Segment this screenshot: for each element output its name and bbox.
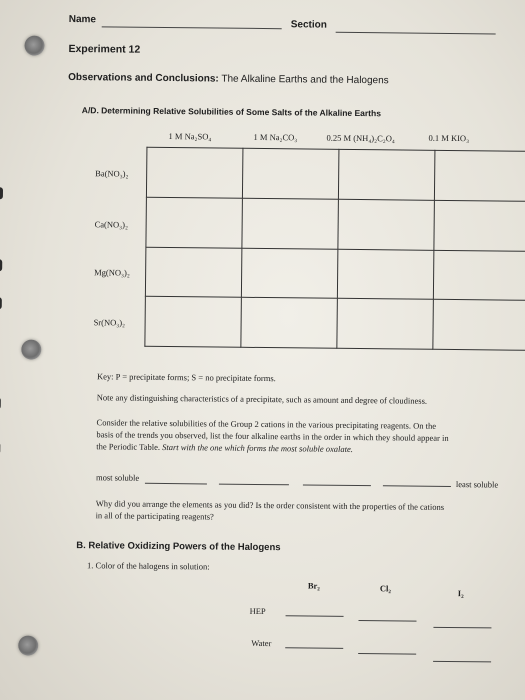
row-label: Mg(NO₃)₂: [94, 267, 130, 278]
hep-i2-blank[interactable]: [433, 627, 491, 629]
table-row: [145, 247, 525, 301]
table-row: [146, 147, 525, 201]
water-i2-blank[interactable]: [433, 661, 491, 663]
section-field-line[interactable]: [336, 32, 496, 35]
name-field-line[interactable]: [102, 26, 282, 29]
order-blank-2[interactable]: [219, 484, 289, 486]
section-label: Section: [290, 19, 327, 31]
halogen-header: I₂: [457, 588, 464, 599]
halogen-header: Cl₂: [379, 583, 391, 594]
hep-br2-blank[interactable]: [286, 615, 344, 617]
least-soluble-label: least soluble: [455, 479, 499, 490]
consider-italic-text: Start with the one which forms the most soluble oxalate.: [162, 441, 353, 454]
part-b-heading: B. Relative Oxidizing Powers of the Halogens: [76, 540, 281, 554]
edge-mark: [0, 397, 1, 409]
table-cell[interactable]: [146, 197, 243, 248]
hep-cl2-blank[interactable]: [359, 620, 417, 622]
table-cell[interactable]: [146, 147, 243, 198]
table-row: [146, 197, 525, 251]
row-label: Ca(NO₃)₂: [94, 219, 129, 230]
punch-hole-middle: [21, 339, 41, 359]
consider-paragraph: [96, 416, 516, 456]
why-line: in all of the participating reagents?: [95, 510, 214, 522]
table-cell[interactable]: [434, 200, 525, 251]
most-soluble-label: most soluble: [95, 472, 140, 483]
order-blank-4[interactable]: [383, 485, 451, 487]
consider-line: Consider the relative solubilities of the Group 2 cations in the various precipitating reagents. On the: [96, 417, 437, 431]
table-cell[interactable]: [241, 298, 338, 349]
table-cell[interactable]: [241, 248, 338, 299]
table-cell[interactable]: [337, 299, 434, 350]
part-a-heading: A/D. Determining Relative Solubilities of Some Salts of the Alkaline Earths: [81, 105, 382, 119]
why-paragraph: [96, 497, 516, 525]
key-text: Key: P = precipitate forms; S = no precipitate forms.: [96, 371, 276, 384]
edge-mark: [0, 297, 2, 309]
consider-line: basis of the trends you observed, list the four alkaline earths in the order in which they should appear in: [96, 429, 449, 443]
table-row: [145, 297, 525, 351]
table-cell[interactable]: [145, 247, 242, 298]
column-header: 1 M Na₂SO₄: [168, 131, 212, 142]
column-header: 0.1 M KIO₃: [428, 132, 470, 144]
edge-mark: [0, 187, 3, 199]
column-header: 1 M Na₂CO₃: [253, 131, 298, 143]
column-header: 0.25 M (NH₄)₂C₂O₄: [326, 132, 395, 144]
table-cell[interactable]: [338, 149, 435, 200]
table-cell[interactable]: [338, 199, 435, 250]
table-cell[interactable]: [434, 150, 525, 201]
table-cell[interactable]: [242, 198, 339, 249]
why-line: Why did you arrange the elements as you did? Is the order consistent with the properties of the cations: [95, 498, 445, 512]
row-label: Sr(NO₃)₂: [93, 317, 126, 328]
order-blank-1[interactable]: [145, 483, 207, 485]
order-blank-3[interactable]: [303, 484, 371, 486]
water-cl2-blank[interactable]: [358, 653, 416, 655]
experiment-number: Experiment 12: [68, 42, 141, 56]
water-br2-blank[interactable]: [285, 647, 343, 649]
name-label: Name: [68, 13, 97, 26]
solvent-label: HEP: [249, 605, 266, 617]
row-label: Ba(NO₃)₂: [95, 168, 129, 179]
title-rest: The Alkaline Earths and the Halogens: [221, 73, 389, 87]
edge-mark: [0, 259, 2, 271]
page-title: [68, 72, 389, 86]
punch-hole-top: [24, 36, 44, 56]
note-text: Note any distinguishing characteristics of a precipitate, such as amount and degree of cloudiness.: [96, 392, 428, 406]
table-cell[interactable]: [433, 300, 525, 351]
title-bold: Observations and Conclusions:: [68, 71, 219, 85]
solubility-table: [144, 147, 525, 351]
table-cell[interactable]: [145, 297, 242, 348]
consider-line-text: the Periodic Table.: [96, 441, 161, 452]
solvent-label: Water: [251, 637, 272, 649]
table-cell[interactable]: [433, 250, 525, 301]
table-cell[interactable]: [242, 148, 339, 199]
punch-hole-bottom: [18, 635, 38, 655]
part-b-item-1: 1. Color of the halogens in solution:: [87, 560, 210, 572]
halogen-header: Br₂: [307, 580, 320, 591]
table-cell[interactable]: [337, 249, 434, 300]
